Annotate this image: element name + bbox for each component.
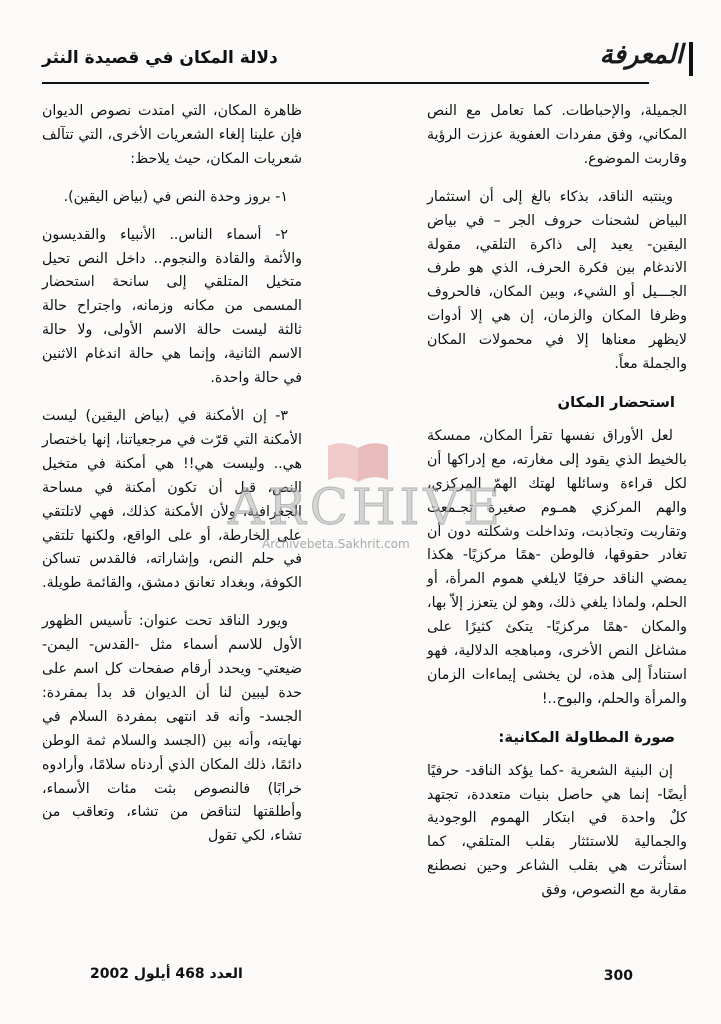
issue-info: العدد 468 أيلول 2002: [90, 966, 243, 982]
header-divider: [42, 82, 649, 84]
paragraph: وينتبه الناقد، بذكاء بالغ إلى أن استثمار البياض لشحنات حروف الجر – في بياض اليقين- يعيد إلى ذاكرة التلقي، مقولة الاندغام بين فكرة الحرف، الذي هو طرف الجـــيل أو الشيء، وبين المكان، فالحروف وظرفا المكان والزمان، إن هي إلا أدوات لايظهر معناها إلا في محمولات المكان والجملة معاً.: [427, 188, 687, 373]
magazine-logo: المعرفة: [599, 40, 683, 70]
section-heading: صورة المطاولة المكانية:: [498, 728, 675, 746]
paragraph: ظاهرة المكان، التي امتدت نصوص الديوان فإن علينا إلغاء الشعريات الأخرى، التي تتآلف شعريات المكان، حيث يلاحظ:: [42, 103, 302, 167]
page-number: 300: [603, 968, 633, 984]
paragraph: ١- بروز وحدة النص في (بياض اليقين).: [63, 188, 288, 205]
running-title: دلالة المكان في قصيدة النثر: [42, 48, 278, 68]
section-heading: استحضار المكان: [557, 393, 675, 411]
paragraph: إن البنية الشعرية -كما يؤكد الناقد- حرفيًا أيضًا- إنما هي حاصل بنيات متعددة، تجتهد كلٌ واحدة في ابتكار الهموم الوجودية والجمالية للاستئثار بقلب المتلقي، كما استأثرت هي بقلب الشاعر وحين نصطنع مقاربة مع النصوص، وفق: [427, 762, 687, 899]
watermark-url: Archivebeta.Sakhrit.com: [262, 537, 410, 551]
watermark-text: ARCHIVE: [228, 478, 504, 536]
paragraph: ٣- إن الأمكنة في (بياض اليقين) ليست الأمكنة التي قرّت في مرجعياتنا، إنها باختصار هي.. وليست هي!! هي أمكنة في متخيل النص، قبل أن تكون أمكنة في مساحة الجغرافية، ولأن الأمكنة كذلك، فهي لاتلتقي على الخارطة، أو على الواقع، ولكنها تلتقي في حلم النص، وإشاراته، فالقدس تساكن الكوفة، وبغداد تعانق دمشق، والقائمة طويلة.: [42, 407, 302, 592]
paragraph: ويورد الناقد تحت عنوان: تأسيس الظهور الأول للاسم أسماء مثل -القدس- اليمن- ضيعتي- ويحدد أرقام صفحات كل اسم على حدة ليبين لنا أن الديوان قد بدأ بمفردة: الجسد- وأنه قد انتهى بمفردة السلام في نهايته، وأنه بين (الجسد والسلام ثمة الوطن دائمًا، ذلك المكان الذي أردناه سلامًا، وأرادوه خرابًا) فالنصوص بثت مئات الأسماء، وأطلقتها لتناقض من تشاء، وتعاقب من تشاء، لكي تقول: [42, 613, 302, 845]
paragraph: ٢- أسماء الناس.. الأنبياء والقديسون والأئمة والقادة والنجوم.. داخل النص تحيل متخيل المتلقي إلى سانحة استحضار المسمى من مكانه وزمانه، واجتراح حالة ثالثة ليست حالة الاسم الأولى، ولا حالة الاسم الثانية، وإنما هي حالة اندغام الاثنين في حالة واحدة.: [42, 226, 302, 387]
paragraph: لعل الأوراق نفسها تقرأ المكان، ممسكة بالخيط الذي يقود إلى مغارته، مع إدراكها أن لكل قراءة وسائلها لهتك الهمّ المركزي، والهم المركزي همـوم صغيرة تجـمعت وتقاربت وتجاذبت، وتداخلت وشكلته دون أن تغادر حقوقها، فالوطن -همًا مركزيًا- هكذا يمضي الناقد حرفيًا لايلغي هموم المرأة، أو الحلم، ولماذا يلغي ذلك، وهو لن يتعزز إلاّ بها، والمكان -همًا مركزيًا- يتكئ كثيرًا على مشاغل النص الأخرى، ومباهجه الدلالية، فهو استناداً إلى هذه، لن يخشى إيماءات الزمان والمرأة والحلم، والبوح..!: [427, 427, 687, 707]
paragraph: الجميلة، والإحباطات. كما تعامل مع النص المكاني، وفق مفردات العفوية عززت الرؤية وقاربت الموضوع.: [427, 103, 687, 167]
